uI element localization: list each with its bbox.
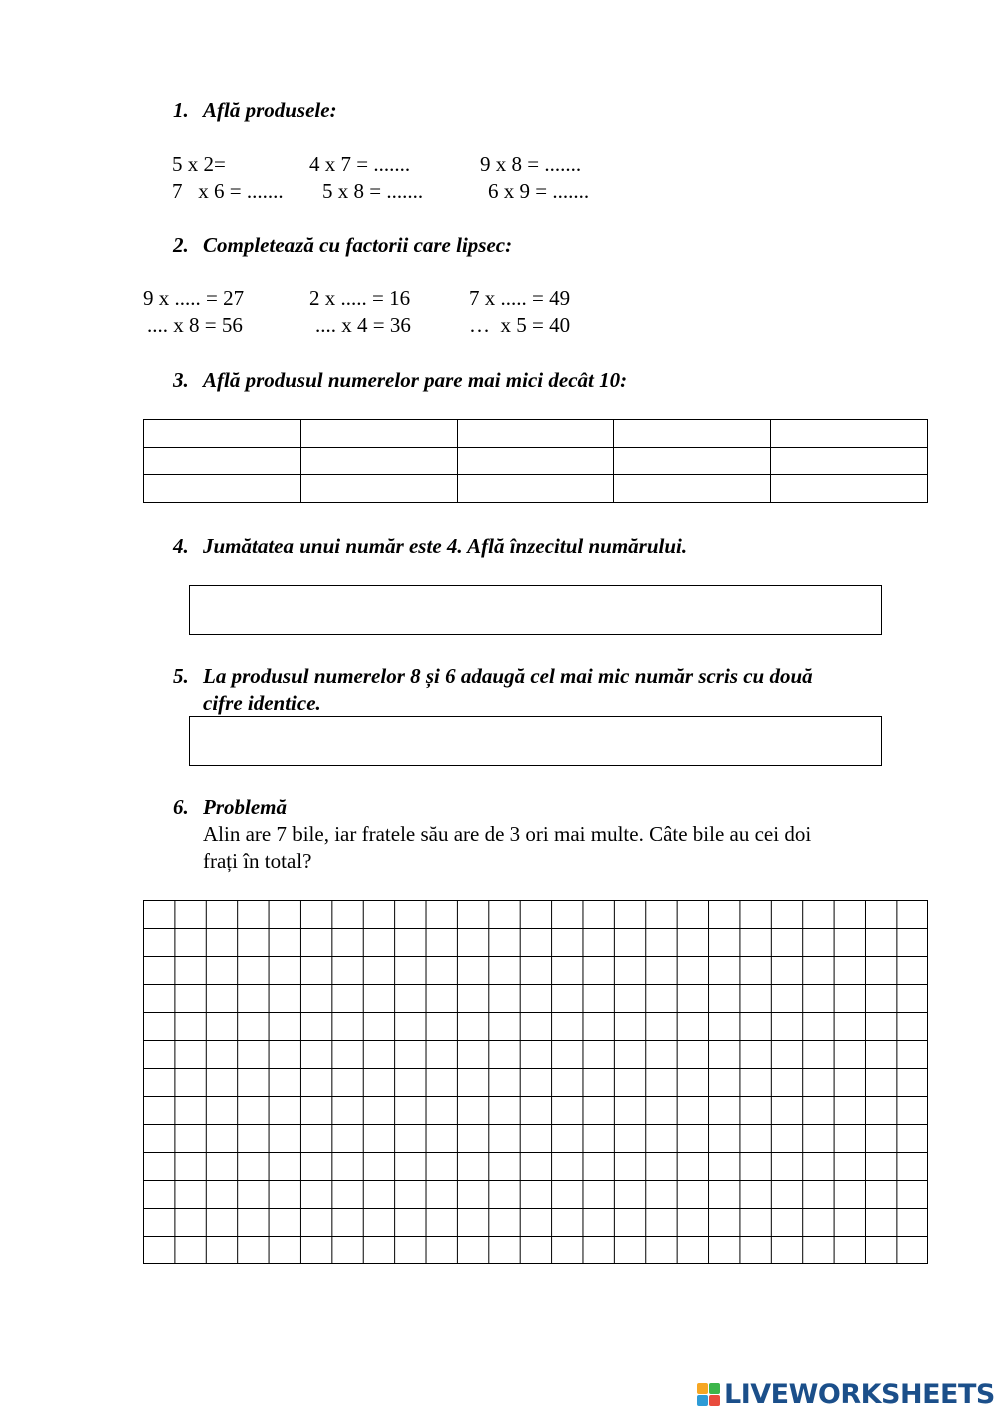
table-row — [144, 475, 928, 503]
exercise-4-answer-box[interactable] — [189, 585, 882, 635]
exercise-2-heading — [173, 233, 512, 258]
logo-text: LIVEWORKSHEETS — [724, 1378, 995, 1410]
logo-square-3 — [697, 1395, 708, 1406]
table-row — [144, 420, 928, 448]
table-cell[interactable] — [144, 420, 301, 448]
table-cell[interactable] — [457, 475, 614, 503]
ex2-r1-c3: 7 x ..... = 49 — [469, 286, 571, 310]
table-cell[interactable] — [300, 420, 457, 448]
exercise-2-number: 2. — [173, 233, 189, 257]
ex1-r2-c2: 5 x 8 = ....... — [322, 179, 424, 203]
table-cell[interactable] — [771, 475, 928, 503]
table-cell[interactable] — [457, 420, 614, 448]
exercise-3-title: Află produsul numerelor pare mai mici decât 10: — [203, 368, 628, 392]
exercise-1-number: 1. — [173, 98, 189, 122]
ex2-r2-c3: … x 5 = 40 — [469, 313, 571, 337]
logo-square-1 — [697, 1383, 708, 1394]
exercise-5-number: 5. — [173, 664, 189, 688]
exercise-2-title: Completează cu factorii care lipsec: — [203, 233, 513, 257]
exercise-6-title: Problemă — [203, 795, 287, 819]
liveworksheets-logo — [697, 1378, 995, 1410]
table-cell[interactable] — [614, 447, 771, 475]
exercise-3-heading — [173, 368, 627, 393]
ex2-r2-c2: .... x 4 = 36 — [315, 313, 411, 337]
ex2-r1-c1: 9 x ..... = 27 — [143, 286, 245, 310]
ex2-r2-c1: .... x 8 = 56 — [147, 313, 243, 337]
table-cell[interactable] — [144, 447, 301, 475]
ex2-r1-c2: 2 x ..... = 16 — [309, 286, 411, 310]
exercise-6-text-line2: frați în total? — [203, 849, 312, 873]
table-cell[interactable] — [771, 447, 928, 475]
exercise-5-title-line1: La produsul numerelor 8 și 6 adaugă cel mai mic număr scris cu două — [203, 664, 813, 688]
table-row — [144, 447, 928, 475]
exercise-6-text-line1: Alin are 7 bile, iar fratele său are de 3 ori mai multe. Câte bile au cei doi — [203, 822, 812, 846]
exercise-6-number: 6. — [173, 795, 189, 819]
exercise-6-heading — [173, 795, 287, 820]
table-cell[interactable] — [614, 475, 771, 503]
exercise-1-heading — [173, 98, 337, 123]
table-cell[interactable] — [457, 447, 614, 475]
exercise-1-title: Află produsele: — [203, 98, 337, 122]
ex1-r1-c1: 5 x 2= — [172, 152, 226, 176]
logo-square-2 — [709, 1383, 720, 1394]
table-cell[interactable] — [614, 420, 771, 448]
ex1-r1-c2: 4 x 7 = ....... — [309, 152, 411, 176]
table-cell[interactable] — [300, 475, 457, 503]
exercise-4-heading — [173, 534, 687, 559]
table-cell[interactable] — [300, 447, 457, 475]
ex1-r1-c3: 9 x 8 = ....... — [480, 152, 582, 176]
table-cell[interactable] — [144, 475, 301, 503]
answer-table — [143, 419, 928, 503]
exercise-3-number: 3. — [173, 368, 189, 392]
exercise-5-title-line2: cifre identice. — [203, 691, 321, 715]
table-cell[interactable] — [771, 420, 928, 448]
ex1-r2-c1: 7 x 6 = ....... — [172, 179, 284, 203]
exercise-4-number: 4. — [173, 534, 189, 558]
exercise-4-title: Jumătatea unui număr este 4. Află înzecitul numărului. — [203, 534, 688, 558]
exercise-5-answer-box[interactable] — [189, 716, 882, 766]
ex1-r2-c3: 6 x 9 = ....... — [488, 179, 590, 203]
logo-square-4 — [709, 1395, 720, 1406]
exercise-5-heading — [173, 664, 813, 689]
liveworksheets-logo-icon — [697, 1383, 720, 1406]
work-grid[interactable] — [143, 900, 928, 1264]
